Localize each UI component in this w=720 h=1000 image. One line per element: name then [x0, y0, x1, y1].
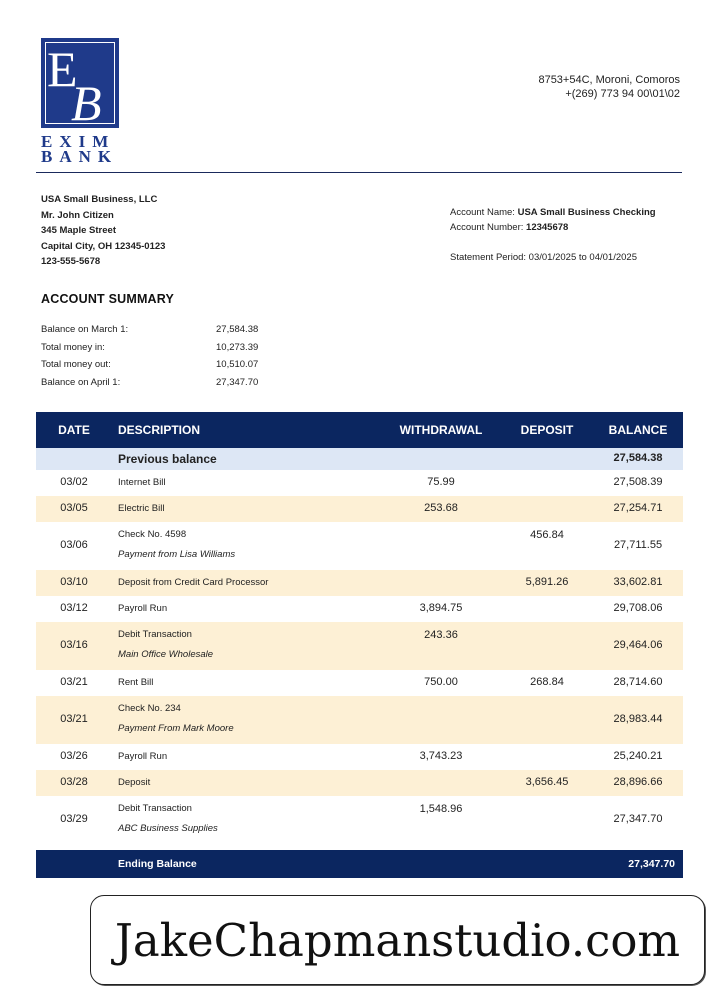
row-description-main: Deposit from Credit Card Processor: [118, 577, 269, 588]
previous-balance-value: 27,584.38: [613, 452, 663, 464]
row-description: [118, 747, 167, 767]
row-date: 03/02: [60, 476, 88, 488]
row-balance: 27,347.70: [613, 813, 663, 825]
bank-address-line1: 8753+54C, Moroni, Comoros: [538, 74, 680, 86]
row-description: [118, 525, 235, 565]
row-balance: 28,896.66: [613, 776, 663, 788]
row-withdrawal: 3,743.23: [419, 750, 463, 762]
row-balance: 33,602.81: [613, 576, 663, 588]
row-description: [118, 573, 268, 593]
bank-name: [41, 134, 119, 164]
row-description-main: Payroll Run: [118, 751, 168, 762]
row-description-main: Check No. 4598: [118, 529, 187, 540]
account-info: [450, 205, 656, 265]
header-balance: BALANCE: [608, 423, 668, 437]
customer-city: Capital City, OH 12345-0123: [41, 240, 166, 252]
row-date: 03/28: [60, 776, 88, 788]
customer-contact: Mr. John Citizen: [41, 209, 114, 221]
row-description-sub: Payment from Lisa Williams: [118, 549, 236, 560]
table-row: [36, 570, 683, 596]
customer-company: USA Small Business, LLC: [41, 194, 158, 205]
row-date: 03/21: [60, 713, 88, 725]
bank-phone: +(269) 773 94 00\01\02: [565, 88, 680, 100]
row-description: [118, 799, 218, 839]
ending-balance-row: [36, 850, 683, 878]
row-withdrawal: 750.00: [424, 676, 458, 688]
row-description: [118, 625, 213, 665]
row-date: 03/06: [60, 539, 88, 551]
table-row: [36, 744, 683, 770]
table-row: [36, 496, 683, 522]
row-deposit: 5,891.26: [525, 576, 569, 588]
watermark-banner: JakeChapmanstudio.com: [90, 895, 705, 985]
previous-balance-label: Previous balance: [118, 452, 217, 466]
customer-street: 345 Maple Street: [41, 225, 116, 236]
account-name: Account Name: USA Small Business Checking: [450, 207, 656, 218]
row-deposit: 3,656.45: [525, 776, 569, 788]
customer-phone: 123-555-5678: [41, 256, 101, 267]
table-row: [36, 522, 683, 570]
row-balance: 27,508.39: [613, 476, 663, 488]
row-balance: 27,711.55: [613, 539, 663, 551]
row-description-main: Payroll Run: [118, 603, 168, 614]
row-description: [118, 473, 166, 493]
table-row: [36, 670, 683, 696]
summary-row: Total money out: 10,510.07: [41, 359, 259, 370]
bank-logo: [41, 38, 119, 164]
row-description-main: Debit Transaction: [118, 629, 192, 640]
row-balance: 27,254.71: [613, 502, 663, 514]
row-description-main: Deposit: [118, 777, 151, 788]
row-date: 03/05: [60, 502, 88, 514]
account-summary: [41, 321, 258, 391]
row-withdrawal: 253.68: [424, 502, 458, 514]
row-description: [118, 673, 153, 693]
customer-info: [41, 192, 165, 270]
transactions-table: [36, 412, 683, 878]
row-description: [118, 599, 167, 619]
account-summary-title: ACCOUNT SUMMARY: [41, 292, 175, 306]
header-description: DESCRIPTION: [118, 423, 201, 437]
bank-logo-emblem: [41, 38, 119, 128]
row-description: [118, 773, 150, 793]
account-number: Account Number: 12345678: [450, 222, 569, 233]
summary-row: Balance on April 1: 27,347.70: [41, 376, 259, 388]
row-date: 03/26: [60, 750, 88, 762]
bank-name-line2: BANK: [41, 147, 119, 166]
header-deposit: DEPOSIT: [520, 423, 574, 437]
table-row: [36, 696, 683, 744]
row-date: 03/12: [60, 602, 88, 614]
table-row: [36, 796, 683, 844]
summary-row: Total money in: 10,273.39: [41, 341, 259, 353]
table-row: [36, 622, 683, 670]
table-row: [36, 596, 683, 622]
statement-period: Statement Period: 03/01/2025 to 04/01/2025: [450, 252, 637, 263]
row-balance: 29,708.06: [613, 602, 663, 614]
row-description-main: Electric Bill: [118, 503, 165, 514]
table-header: [36, 412, 683, 448]
ending-balance-label: Ending Balance: [118, 858, 197, 870]
bank-address: [538, 73, 680, 101]
row-description-sub: ABC Business Supplies: [118, 823, 218, 834]
row-balance: 28,983.44: [613, 713, 663, 725]
row-balance: 29,464.06: [613, 639, 663, 651]
row-withdrawal: 1,548.96: [419, 803, 463, 815]
previous-balance-row: [36, 448, 683, 470]
svg-text:B: B: [71, 75, 102, 126]
row-description-main: Internet Bill: [118, 477, 166, 488]
row-deposit: 456.84: [530, 529, 564, 541]
svg-text:E: E: [47, 41, 78, 97]
row-description: [118, 499, 164, 519]
summary-row: Balance on March 1: 27,584.38: [41, 324, 259, 335]
row-description-sub: Main Office Wholesale: [118, 649, 214, 660]
row-description-main: Check No. 234: [118, 703, 181, 714]
row-withdrawal: 75.99: [427, 476, 455, 488]
row-description-main: Rent Bill: [118, 677, 154, 688]
row-date: 03/21: [60, 676, 88, 688]
header-withdrawal: WITHDRAWAL: [399, 423, 483, 437]
bank-name-line1: EXIM: [41, 132, 116, 151]
table-row: [36, 470, 683, 496]
row-balance: 25,240.21: [613, 750, 663, 762]
row-balance: 28,714.60: [613, 676, 663, 688]
row-withdrawal: 243.36: [424, 629, 458, 641]
header-divider: [36, 172, 682, 173]
row-description-sub: Payment From Mark Moore: [118, 723, 234, 734]
row-description-main: Debit Transaction: [118, 803, 192, 814]
row-description: [118, 699, 234, 739]
table-row: [36, 770, 683, 796]
row-date: 03/10: [60, 576, 88, 588]
header-date: DATE: [58, 423, 90, 437]
row-date: 03/29: [60, 813, 88, 825]
ending-balance-value: 27,347.70: [628, 858, 675, 870]
row-deposit: 268.84: [530, 676, 564, 688]
row-withdrawal: 3,894.75: [419, 602, 463, 614]
row-date: 03/16: [60, 639, 88, 651]
